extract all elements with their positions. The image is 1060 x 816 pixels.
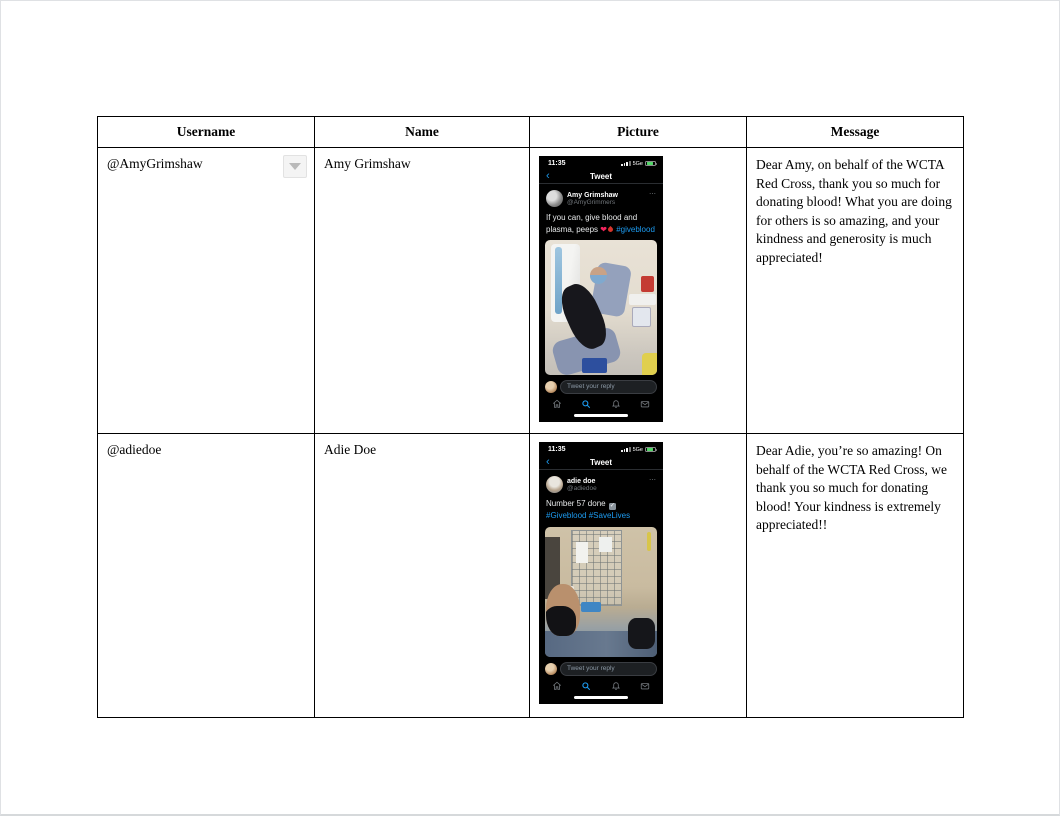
tweet-screenshot xyxy=(539,156,663,422)
reply-input: Tweet your reply xyxy=(560,662,657,676)
home-indicator xyxy=(574,414,628,418)
red-heart-icon: ❤ xyxy=(600,224,607,234)
avatar xyxy=(546,190,563,207)
blood-drop-icon xyxy=(607,225,614,232)
tweet-author-row xyxy=(539,184,663,207)
tweet-handle: @AmyGrimmers xyxy=(567,198,616,206)
chevron-down-icon xyxy=(289,163,301,170)
tweet-nav-bar xyxy=(539,455,663,470)
donor-table xyxy=(97,116,964,718)
bell-icon xyxy=(611,681,621,691)
message-cell xyxy=(747,434,964,718)
tab-bar xyxy=(539,678,663,691)
tweet-nav-bar xyxy=(539,169,663,184)
search-icon xyxy=(581,399,591,409)
battery-icon xyxy=(645,161,656,167)
more-icon: ⋯ xyxy=(649,191,656,198)
name-text: Amy Grimshaw xyxy=(324,156,411,171)
reply-bar xyxy=(539,378,663,396)
dropdown-button[interactable] xyxy=(283,155,307,178)
tweet-screenshot xyxy=(539,442,663,704)
name-cell xyxy=(315,434,530,718)
tab-bar xyxy=(539,396,663,409)
status-time: 11:35 xyxy=(548,160,566,167)
reply-input: Tweet your reply xyxy=(560,380,657,394)
username-cell xyxy=(98,434,315,718)
status-time: 11:35 xyxy=(548,446,566,453)
tweet-text-body: If you can, give blood and plasma, peeps xyxy=(546,213,638,234)
donation-photo xyxy=(545,240,657,375)
message-cell xyxy=(747,148,964,434)
mail-icon xyxy=(640,681,650,691)
tweet-display-name: adie doe xyxy=(567,477,596,485)
message-text: Dear Amy, on behalf of the WCTA Red Cross, thank you so much for donating blood! What you are doing for others is so amazing, and your kindness and generosity is much appreciated! xyxy=(756,157,952,265)
hashtag-savelives: #SaveLives xyxy=(588,511,631,520)
header-name: Name xyxy=(315,117,530,148)
message-text: Dear Adie, you’re so amazing! On behalf of the WCTA Red Cross, we thank you so much for donating blood! Your kindness is extremely appreciated!! xyxy=(756,443,948,533)
table-row xyxy=(98,434,964,718)
table-row xyxy=(98,148,964,434)
phone-status-bar xyxy=(539,442,663,455)
tweet-display-name: Amy Grimshaw xyxy=(567,191,618,199)
username-text: @adiedoe xyxy=(107,442,162,457)
mail-icon xyxy=(640,399,650,409)
header-username: Username xyxy=(98,117,315,148)
avatar xyxy=(545,663,557,675)
pressure-cuff xyxy=(628,618,655,649)
picture-cell xyxy=(530,148,747,434)
search-icon xyxy=(581,681,591,691)
hashtag-giveblood: #giveblood xyxy=(616,224,655,234)
tweet-nav-title: Tweet xyxy=(589,457,613,467)
tweet-author-row xyxy=(539,470,663,493)
avatar xyxy=(545,381,557,393)
header-message: Message xyxy=(747,117,964,148)
picture-cell xyxy=(530,434,747,718)
username-text: @AmyGrimshaw xyxy=(107,156,203,171)
battery-icon xyxy=(645,447,656,453)
checkmark-icon: ✓ xyxy=(609,503,615,509)
signal-icon xyxy=(621,161,630,166)
carrier-label: 5Ge xyxy=(632,160,643,167)
tweet-text xyxy=(539,493,663,524)
name-cell xyxy=(315,148,530,434)
hashtag-giveblood: #Giveblood xyxy=(546,511,587,520)
reply-bar xyxy=(539,660,663,678)
home-icon xyxy=(552,681,562,691)
header-picture: Picture xyxy=(530,117,747,148)
home-icon xyxy=(552,399,562,409)
header-row xyxy=(98,117,964,148)
home-indicator xyxy=(574,696,628,700)
tweet-text-body: Number 57 done xyxy=(546,499,606,508)
tweet-handle: @adiedoe xyxy=(567,484,597,492)
username-cell xyxy=(98,148,315,434)
phone-status-bar xyxy=(539,156,663,169)
back-icon: ‹ xyxy=(546,456,550,468)
more-icon: ⋯ xyxy=(649,477,656,484)
bell-icon xyxy=(611,399,621,409)
avatar xyxy=(546,476,563,493)
donation-photo xyxy=(545,527,657,657)
tweet-nav-title: Tweet xyxy=(589,171,613,181)
tweet-text xyxy=(539,207,663,237)
name-text: Adie Doe xyxy=(324,442,377,457)
donor-person xyxy=(546,584,580,636)
carrier-label: 5Ge xyxy=(632,446,643,453)
signal-icon xyxy=(621,447,630,452)
back-icon: ‹ xyxy=(546,170,550,182)
